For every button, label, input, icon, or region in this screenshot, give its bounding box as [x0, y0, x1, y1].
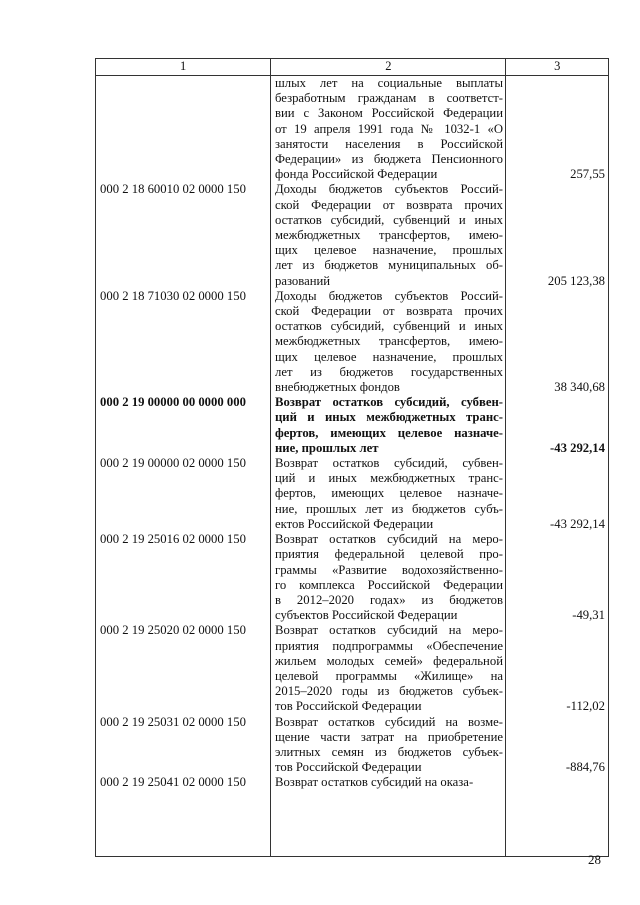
row-code: [96, 775, 271, 790]
description-line: в 2012–2020 годах» из бюджетов: [275, 592, 503, 607]
row-code-text: 000 2 18 71030 02 0000 150: [100, 288, 246, 303]
description-line: го комплекса Российской Федерации: [275, 577, 503, 592]
row-code-text: 000 2 19 00000 00 0000 000: [100, 395, 246, 410]
description-line: целевой программы «Жилище» на: [275, 668, 503, 683]
description-line: Возврат остатков субсидий на оказа-: [275, 775, 474, 790]
description-line: приятия федеральной целевой про-: [275, 547, 503, 562]
table-row: [96, 395, 608, 456]
row-amount: [506, 182, 608, 288]
row-description: [271, 289, 506, 395]
table-row: [96, 715, 608, 776]
row-description: [271, 623, 506, 714]
description-line: граммы «Развитие водохозяйственно-: [275, 562, 503, 577]
description-line: шлых лет на социальные выплаты: [275, 76, 503, 90]
row-code: [96, 182, 271, 288]
description-line: Доходы бюджетов субъектов Россий-: [275, 288, 503, 303]
row-amount: [506, 456, 608, 532]
table-body: [96, 76, 608, 856]
table-row: [96, 76, 608, 182]
description-line: вии с Законом Российской Федерации: [275, 106, 503, 121]
description-line: межбюджетных трансфертов, имею-: [275, 228, 503, 243]
row-amount-text: -49,31: [572, 608, 605, 623]
description-line: Доходы бюджетов субъектов Россий-: [275, 182, 503, 197]
row-amount-text: 257,55: [570, 167, 605, 182]
description-line: ние, прошлых лет из бюджетов субъ-: [275, 501, 503, 516]
description-line: Возврат остатков субсидий на меро-: [275, 532, 503, 547]
header-col-1: 1: [96, 59, 271, 75]
table-row: [96, 289, 608, 395]
description-line: ций и иных межбюджетных транс-: [275, 410, 503, 425]
description-line: Возврат остатков субсидий на меро-: [275, 623, 503, 638]
description-line: жильем молодых семей» федеральной: [275, 653, 503, 668]
description-line: Возврат остатков субсидий, субвен-: [275, 456, 503, 471]
row-code-text: 000 2 19 25031 02 0000 150: [100, 714, 246, 729]
row-code: [96, 456, 271, 532]
header-col-2: 2: [271, 59, 506, 75]
row-description: [271, 395, 506, 456]
description-line: Федерации» из бюджета Пенсионного: [275, 152, 503, 167]
table-row: [96, 532, 608, 623]
row-description: [271, 532, 506, 623]
description-line: ской Федерации от возврата прочих: [275, 197, 503, 212]
description-line: приятия подпрограммы «Обеспечение: [275, 638, 503, 653]
row-amount-text: -884,76: [565, 760, 605, 775]
table-row: [96, 775, 608, 790]
description-line: безработным гражданам в соответст-: [275, 91, 503, 106]
row-amount: [506, 623, 608, 714]
row-amount: [506, 532, 608, 623]
description-line: щих целевое назначение, прошлых: [275, 349, 503, 364]
row-description: [271, 775, 506, 790]
description-line: лет из бюджетов государственных: [275, 364, 503, 379]
row-amount: [506, 289, 608, 395]
page-number: 28: [588, 852, 601, 867]
description-line: щение части затрат на приобретение: [275, 729, 503, 744]
description-line: лет из бюджетов муниципальных об-: [275, 258, 503, 273]
table-header: [96, 59, 608, 76]
row-code-text: 000 2 19 25016 02 0000 150: [100, 532, 246, 547]
description-line: щих целевое назначение, прошлых: [275, 243, 503, 258]
header-col-3: 3: [554, 59, 561, 73]
description-line: фонда Российской Федерации: [275, 167, 438, 182]
description-line: ектов Российской Федерации: [275, 516, 434, 531]
description-line: 2015–2020 годы из бюджетов субъек-: [275, 684, 503, 699]
row-code-text: 000 2 18 60010 02 0000 150: [100, 182, 246, 197]
row-code: [96, 623, 271, 714]
description-line: Возврат остатков субсидий на возме-: [275, 714, 503, 729]
description-line: тов Российской Федерации: [275, 699, 422, 714]
description-line: межбюджетных трансфертов, имею-: [275, 334, 503, 349]
row-code: [96, 395, 271, 456]
description-line: остатков субсидий, субвенций и иных: [275, 212, 503, 227]
description-line: ние, прошлых лет: [275, 440, 379, 455]
row-amount-text: 205 123,38: [547, 273, 605, 288]
row-amount: [506, 775, 608, 790]
description-line: ций и иных межбюджетных транс-: [275, 471, 503, 486]
row-amount-text: -112,02: [566, 699, 605, 714]
row-amount-text: -43 292,14: [550, 440, 605, 455]
row-amount: [506, 76, 608, 182]
row-description: [271, 182, 506, 288]
table-row: [96, 623, 608, 714]
description-line: субъектов Российской Федерации: [275, 608, 458, 623]
row-amount-text: 38 340,68: [554, 380, 605, 395]
row-description: [271, 456, 506, 532]
row-code: [96, 76, 271, 182]
description-line: от 19 апреля 1991 года № 1032-1 «О: [275, 121, 503, 136]
description-line: разований: [275, 273, 331, 288]
description-line: остатков субсидий, субвенций и иных: [275, 319, 503, 334]
row-description: [271, 715, 506, 776]
table-row: [96, 456, 608, 532]
row-amount-text: -43 292,14: [550, 516, 605, 531]
row-code: [96, 289, 271, 395]
row-amount: [506, 395, 608, 456]
description-line: фертов, имеющих целевое назначе-: [275, 486, 503, 501]
row-description: [271, 76, 506, 182]
description-line: Возврат остатков субсидий, субвен-: [275, 395, 503, 410]
description-line: ской Федерации от возврата прочих: [275, 304, 503, 319]
row-code: [96, 715, 271, 776]
description-line: тов Российской Федерации: [275, 760, 422, 775]
row-code: [96, 532, 271, 623]
row-code-text: 000 2 19 00000 02 0000 150: [100, 456, 246, 471]
description-line: элитных семян из бюджетов субъек-: [275, 744, 503, 759]
row-amount: [506, 715, 608, 776]
description-line: занятости населения в Российской: [275, 136, 503, 151]
table-row: [96, 182, 608, 288]
description-line: фертов, имеющих целевое назначе-: [275, 425, 503, 440]
row-code-text: 000 2 19 25020 02 0000 150: [100, 623, 246, 638]
budget-table: [95, 58, 609, 857]
description-line: внебюджетных фондов: [275, 380, 400, 395]
row-code-text: 000 2 19 25041 02 0000 150: [100, 775, 246, 790]
